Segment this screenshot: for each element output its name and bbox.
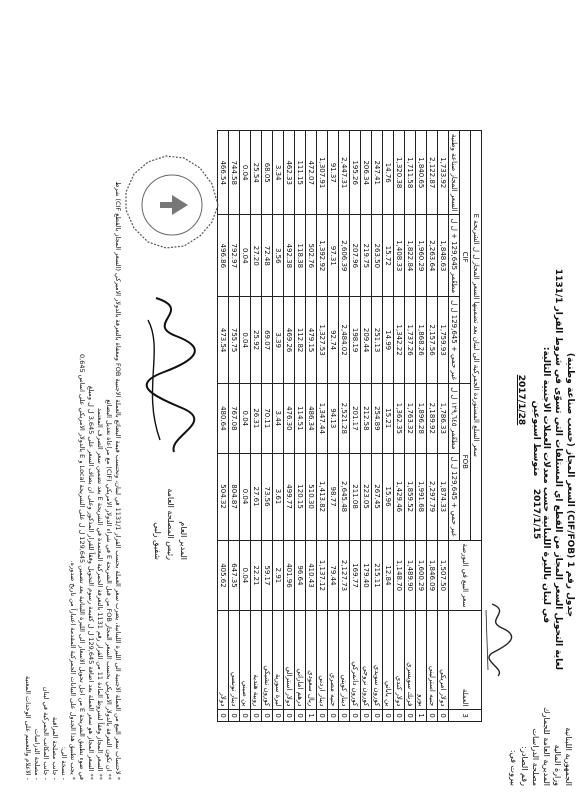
cell-index: 0 [405,710,416,721]
signature-scribble [134,290,204,460]
cell-fob2: 114.51 [295,384,306,453]
cell-exchange-rate: 169.77 [350,540,361,611]
col-header-currency: العملة [449,611,482,710]
cell-cif2: 118.38 [295,215,306,297]
cell-currency: فرنك سويسري [405,611,416,710]
cell-cif3: 1,733.92 [438,131,449,215]
cell-cif3: 195.26 [350,131,361,215]
cell-index: 0 [427,710,438,721]
cell-cif3: 111.15 [295,131,306,215]
cell-currency: دينار كويتي [339,611,350,710]
cell-fob2: 480.64 [218,384,229,453]
footnote: ** السعر المجاز وفقاً لشروط المادة 11 من القرار رقم 1131 بالتعرفة الجمركية المعتمدة في الشريحة E بعد تضمين سعر الصرف المعتمد [96,408,104,780]
cell-index: 0 [438,710,449,721]
cell-exchange-rate: 410.43 [306,540,317,611]
cell-exchange-rate: 1,507.50 [438,540,449,611]
footnote: في ضوء تطبيق الشريحة E من اجل تحويل الاسعار الى الليرة اللبنانية بعد تضمين 129,645 ل ل على الشريحة Local و E بالدولار الامريكي على اساس 0,645 [78,354,86,780]
cell-cif3: 472.07 [306,131,317,215]
cell-index: 0 [284,710,295,721]
cell-currency: ليرة سورية [273,611,284,710]
cell-cif2: 27.20 [251,215,262,297]
letterhead-line: رقم الصادر: [520,746,529,786]
cell-cif3: 247.41 [372,131,383,215]
cell-cif2: 2,263.64 [427,215,438,297]
cell-currency: جنيه مصري [328,611,339,710]
cell-cif3: 2,122.87 [427,131,438,215]
cell-fob2: 1,896.28 [416,384,427,453]
cell-currency: دولار [218,611,229,710]
cell-index: 0 [350,710,361,721]
cell-currency: كورون تشيكي [262,611,273,710]
document-title [540,268,576,670]
cell-exchange-rate: 1,489.90 [405,540,416,611]
letterhead-line: بيروت في: [509,749,518,786]
col-header-fob1: غير حمي + 129,645 ل ل [449,453,460,540]
table-row [438,131,449,722]
cell-cif1: 2,484.02 [339,297,350,384]
cell-fob1: 2,297.79 [427,453,438,540]
cell-fob1: 0.04 [240,453,251,540]
col-header-cif2: مطعّمر 129,645 + ل ل [449,215,460,297]
cell-cif2: 792.97 [229,215,240,297]
cell-cif2: 492.38 [284,215,295,297]
cell-cif1: 1,759.93 [438,297,449,384]
cell-index: 0 [295,710,306,721]
table-row [317,131,328,722]
cell-fob1: 73.56 [262,453,273,540]
cell-cif2: 1,848.63 [438,215,449,297]
cell-index: 0 [317,710,328,721]
cell-exchange-rate: 401.96 [284,540,295,611]
cell-currency: ين ياباني [383,611,394,710]
table-row [416,131,427,722]
cell-exchange-rate: 79.44 [328,540,339,611]
cell-index: 0 [229,710,240,721]
cell-cif1: 14.99 [383,297,394,384]
cell-cif3: 0.04 [240,131,251,215]
cell-cif1: 1,327.53 [317,297,328,384]
cell-index: 0 [361,710,372,721]
cell-cif2: 1,408.33 [394,215,405,297]
signatory-role: رئيس المصلحة العامة [166,488,175,560]
distribution-line: - جانب مصلحة المراقبة [51,716,59,780]
cell-cif3: 25.54 [251,131,262,215]
table-row [361,131,372,722]
table-row [350,131,361,722]
cell-exchange-rate: 215.11 [372,540,383,611]
date-from: 2017/1/15 [531,488,541,540]
cell-fob1: 804.87 [229,453,240,540]
cell-fob2: 212.58 [361,384,372,453]
col-header-index: 3 [449,710,482,721]
cell-cif2: 502.76 [306,215,317,297]
cell-fob2: 70.11 [262,384,273,453]
cell-index: 0 [383,710,394,721]
cell-index: 0 [372,710,383,721]
table-row [394,131,405,722]
table-row [328,131,339,722]
cell-exchange-rate: 647.35 [229,540,240,611]
cell-cif1: 3.39 [273,297,284,384]
cell-index: 0 [218,710,229,721]
cell-currency: دولار استرالي [284,611,295,710]
cell-fob1: 3.61 [273,453,284,540]
cell-fob1: 15.96 [383,453,394,540]
cell-cif1: 473.54 [218,297,229,384]
cell-exchange-rate: 1,148.70 [394,540,405,611]
cell-exchange-rate: 12.84 [383,540,394,611]
cell-cif1: 251.13 [372,297,383,384]
cell-fob1: 27.61 [251,453,262,540]
cell-index: 0 [339,710,350,721]
cell-fob2: 1,786.33 [438,384,449,453]
letterhead-line: المديرية العامة للجمارك [542,706,551,786]
table-row [295,131,306,722]
cell-cif3: 91.37 [328,131,339,215]
cell-cif2: 263.50 [372,215,383,297]
cell-index: 1 [416,710,427,721]
average-label: متوسط اسبوعين [531,400,541,477]
cell-fob1: 499.77 [284,453,295,540]
cell-fob1: 2,645.48 [339,453,350,540]
letterhead [508,666,574,786]
cell-fob2: 2,189.92 [427,384,438,453]
distribution-line: - جانب المكاتب الجمركية في لبنان [42,686,50,780]
cell-fob2: 0.04 [240,384,251,453]
table-row [229,131,240,722]
cell-cif2: 207.96 [350,215,361,297]
cell-cif2: 1,960.29 [416,215,427,297]
cell-cif3: 744.58 [229,131,240,215]
cell-cif1: 469.26 [284,297,295,384]
cell-cif3: 1,711.58 [405,131,416,215]
cell-index: 0 [394,710,405,721]
table-body [218,131,449,722]
cell-cif2: 1,392.92 [317,215,328,297]
col-header-cif3: السعر المجاز صناعة وطنية [449,131,460,215]
cell-cif1: 1,868.26 [416,297,427,384]
cell-fob1: 1,859.52 [405,453,416,540]
cell-cif3: 466.54 [218,131,229,215]
table-row [405,131,416,722]
cell-fob2: 15.21 [383,384,394,453]
col-header-exchange-rate: سعر البيع في البورصة [449,540,482,611]
cell-cif1: 1,737.26 [405,297,416,384]
cell-currency: كورون دانمركي [350,611,361,710]
col-header-cif1: غير حمي + 129,645 ل ل [449,297,460,384]
col-header-fob2: مطعّمر ١٢٩,٦٤٥ ل ل [449,384,460,453]
footnote: * يجب تطبيق هذا الجدول على البيانات الجمركية المقدمة اعتباراً من تاريخ صدوره. [69,560,77,780]
cell-currency: يورو [416,611,427,710]
cell-fob1: 1,991.68 [416,453,427,540]
cell-cif3: 2,447.31 [339,131,350,215]
cell-cif2: 97.31 [328,215,339,297]
cell-exchange-rate: 179.40 [361,540,372,611]
cell-cif2: 1,822.84 [405,215,416,297]
cell-fob2: 254.89 [372,384,383,453]
cell-currency: دينار اردني [317,611,328,710]
cell-fob2: 1,763.32 [405,384,416,453]
cell-cif2: 2,606.39 [339,215,350,297]
signatory-block [151,470,190,560]
cell-cif3: 1,307.91 [317,131,328,215]
cell-fob1: 1,413.82 [317,453,328,540]
cell-currency: روبية هندية [251,611,262,710]
cell-currency: دولار كندي [394,611,405,710]
title-line: لغاية التحويل السعر المجاز من القطع اي المستلفات التي تسوّى في شروط القرار 1131/1 [553,268,563,670]
signatory-name: شفيق زلبي [153,522,162,560]
title-line: في لبنان بالليرة اللبنانية حسب معدلات العملات الاجنبية التالية: [541,346,551,624]
cell-cif2: 3.56 [273,215,284,297]
cell-fob1: 1,429.46 [394,453,405,540]
distribution-line: - الاعلام والتعميم على الوحدات المعنية [24,675,32,780]
cell-fob2: 2,521.28 [339,384,350,453]
cell-cif1: 209.44 [361,297,372,384]
cell-cif1: 1,342.22 [394,297,405,384]
cell-exchange-rate: 96.64 [295,540,306,611]
cell-fob1: 98.77 [328,453,339,540]
cell-cif3: 206.34 [361,131,372,215]
cell-cif3: 1,840.65 [416,131,427,215]
table-row [284,131,295,722]
cell-exchange-rate: 22.21 [251,540,262,611]
date-to: 2017/1/28 [516,374,526,426]
cell-cif2: 72.48 [262,215,273,297]
cell-index: 0 [262,710,273,721]
cell-currency: ريال سعودي [306,611,317,710]
table-row [240,131,251,722]
cell-fob2: 486.34 [306,384,317,453]
cell-cif1: 0.04 [240,297,251,384]
table-row [306,131,317,722]
footnotes [23,40,122,780]
footnote: * لاحتساب سعر البيع من العملة الاجنبية الى الليرة اللبنانية، يضرب سعر العملة بحسب القرار 1131/1 في لبنان، وتحتسب قيمة البضائع بالعملة الاجنبية FOB ومعفاة بالتعرفة بالدولار الاميركي (السعر المجاز بالقطع CIF) شرط [114,181,122,780]
cell-cif1: 755.75 [229,297,240,384]
distribution-line: - مصلحة الدراسات [33,728,41,780]
table-row [339,131,350,722]
cell-cif3: 68.05 [262,131,273,215]
signatory-title: المدير العام [179,521,188,560]
cell-currency: كورون سويدي [372,611,383,710]
cell-cif1: 25.92 [251,297,262,384]
cell-cif2: 219.75 [361,215,372,297]
letterhead-line: مصلحة الدراسات [531,728,540,786]
col-header-group: سعر السلع المستوردة الجمركية الى لبنان بعد تضمينها السعر المجاز ل ل الشريحة E [471,131,482,541]
title-line: جدول رقم 1 (CIF/FOB) السعر المجاز (حسب صناعة وطنية) [565,352,575,618]
handwritten-reference-number [480,600,520,680]
cell-fob2: 1,347.44 [317,384,328,453]
cell-fob2: 767.08 [229,384,240,453]
table-row [262,131,273,722]
table-row [383,131,394,722]
cell-cif1: 69.07 [262,297,273,384]
col-header-cif: CIF [460,131,471,384]
cell-cif3: 462.33 [284,131,295,215]
cell-cif3: 14.76 [383,131,394,215]
cell-exchange-rate: 405.62 [218,540,229,611]
cell-currency: دينار تونسي [229,611,240,710]
table-row [273,131,284,722]
exchange-rate-table [217,130,482,722]
table-row [372,131,383,722]
cell-cif1: 198.19 [350,297,361,384]
cell-exchange-rate: 1,137.12 [317,540,328,611]
cell-exchange-rate: 2.91 [273,540,284,611]
cell-cif3: 3.34 [273,131,284,215]
cell-index: 0 [240,710,251,721]
distribution-line: - نسخة الى: [60,746,68,780]
cell-index: 0 [251,710,262,721]
cell-fob2: 94.13 [328,384,339,453]
cell-currency: دولار امريكي [438,611,449,710]
cell-exchange-rate: 2,127.73 [339,540,350,611]
cell-fob2: 476.30 [284,384,295,453]
cell-cif1: 92.74 [328,297,339,384]
table-row [427,131,438,722]
cell-fob1: 211.08 [350,453,361,540]
cell-fob1: 504.32 [218,453,229,540]
cell-index: 1 [306,710,317,721]
cell-currency: كورون نروجي [361,611,372,710]
letterhead-line: وزارة المالية [553,744,562,786]
cell-index: 0 [273,710,284,721]
cell-cif2: 0.04 [240,215,251,297]
footnote: ** السعر المجاز هو سعر العملة بعد اضافة 129,645 ل ل كقيمة رسوم التحويل وفقاً للقرار المذكور وعلى ان يضاف السعر على 3,645 ل ل ومبلغ [87,385,95,780]
cell-exchange-rate: 59.17 [262,540,273,611]
cell-fob1: 223.05 [361,453,372,540]
cell-cif2: 496.86 [218,215,229,297]
round-official-stamp [122,150,222,260]
cell-currency: جنيه استرليني [427,611,438,710]
date-range [530,320,542,620]
cell-exchange-rate: 1,600.29 [416,540,427,611]
cell-cif2: 15.72 [383,215,394,297]
cell-index: 0 [328,710,339,721]
cell-exchange-rate: 1,846.09 [427,540,438,611]
cell-exchange-rate: 0.04 [240,540,251,611]
cell-fob1: 1,874.33 [438,453,449,540]
cell-currency: درهم اماراتي [295,611,306,710]
cell-fob2: 1,362.35 [394,384,405,453]
cell-fob2: 3.44 [273,384,284,453]
cell-cif1: 2,157.56 [427,297,438,384]
cell-fob1: 510.30 [306,453,317,540]
cell-cif1: 112.82 [295,297,306,384]
table-row [251,131,262,722]
col-header-fob: FOB [460,384,471,540]
cell-cif1: 479.15 [306,297,317,384]
cell-fob1: 120.15 [295,453,306,540]
cell-currency: ين صيني [240,611,251,710]
cell-fob2: 201.17 [350,384,361,453]
letterhead-line: الجمهورية اللبنانية [564,727,573,786]
cell-fob2: 26.31 [251,384,262,453]
cell-cif3: 1,320.38 [394,131,405,215]
footnote: ** ان تكون التعرفة بالدولار الامريكي بحسب السعر المجاز FOB من قبل الشريحة E في شراء الدولار الامريكي (CIF) مع مراعاة تعديل البضائع [105,399,113,780]
cell-fob1: 267.45 [372,453,383,540]
